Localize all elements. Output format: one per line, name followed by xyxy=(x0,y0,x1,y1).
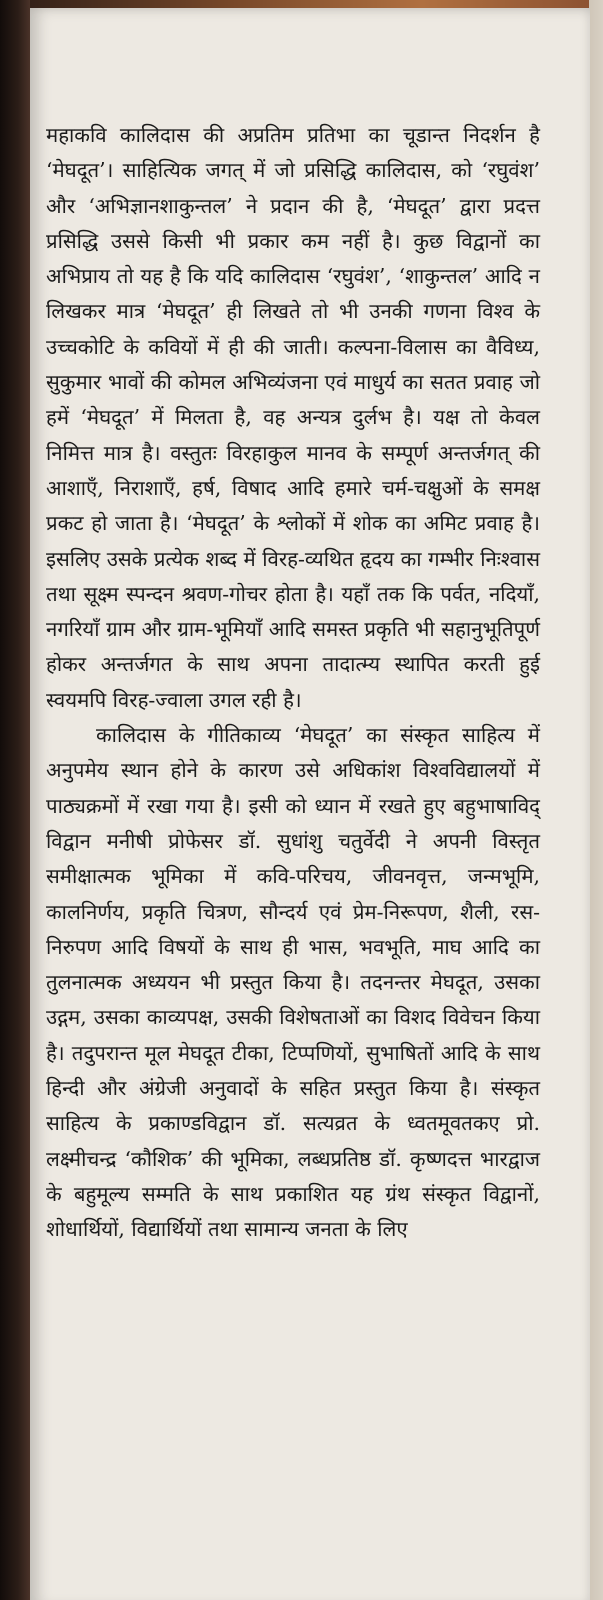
blurb-text xyxy=(46,118,540,1248)
book-binding-shadow xyxy=(0,0,30,1600)
paragraph-2: कालिदास के गीतिकाव्य ‘मेघदूत’ का संस्कृत साहित्य में अनुपमेय स्थान होने के कारण उसे अधिकांश विश्वविद्यालयों में पाठ्यक्रमों में रखा गया है। इसी को ध्यान में रखते हुए बहुभाषाविद् विद्वान मनीषी प्रोफेसर डॉ. सुधांशु चतुर्वेदी ने अपनी विस्तृत समीक्षात्मक भूमिका में कवि-परिचय, जीवनवृत्त, जन्मभूमि, कालनिर्णय, प्रकृति चित्रण, सौन्दर्य एवं प्रेम-निरूपण, शैली, रस-निरुपण आदि विषयों के साथ ही भास, भवभूति, माघ आदि का तुलनात्मक अध्ययन भी प्रस्तुत किया है। तदनन्तर मेघदूत, उसका उद्गम, उसका काव्यपक्ष, उसकी विशेषताओं का विशद विवेचन किया है। तदुपरान्त मूल मेघदूत टीका, टिप्पणियों, सुभाषितों आदि के साथ हिन्दी और अंग्रेजी अनुवादों के सहित प्रस्तुत किया है। संस्कृत साहित्य के प्रकाण्डविद्वान डॉ. सत्यव्रत के ध्वतमूवतकए प्रो. लक्ष्मीचन्द्र ‘कौशिक’ की भूमिका, लब्धप्रतिष्ठ डॉ. कृष्णदत्त भारद्वाज के बहुमूल्य सम्मति के साथ प्रकाशित यह ग्रंथ संस्कृत विद्वानों, शोधार्थियों, विद्यार्थियों तथा सामान्य जनता के लिए xyxy=(46,723,540,1242)
background-right-edge xyxy=(589,0,603,1600)
paragraph-1: महाकवि कालिदास की अप्रतिम प्रतिभा का चूडान्त निदर्शन है ‘मेघदूत’। साहित्यिक जगत् में जो प्रसिद्धि कालिदास, को ‘रघुवंश’ और ‘अभिज्ञानशाकुन्तल’ ने प्रदान की है, ‘मेघदूत’ द्वारा प्रदत्त प्रसिद्धि उससे किसी भी प्रकार कम नहीं है। कुछ विद्वानों का अभिप्राय तो यह है कि यदि कालिदास ‘रघुवंश’, ‘शाकुन्तल’ आदि न लिखकर मात्र ‘मेघदूत’ ही लिखते तो भी उनकी गणना विश्व के उच्चकोटि के कवियों में ही की जाती। कल्पना-विलास का वैविध्य, सुकुमार भावों की कोमल अभिव्यंजना एवं माधुर्य का सतत प्रवाह जो हमें ‘मेघदूत’ में मिलता है, वह अन्यत्र दुर्लभ है। यक्ष तो केवल निमित्त मात्र है। वस्तुतः विरहाकुल मानव के सम्पूर्ण अन्तर्जगत् की आशाएँ, निराशाएँ, हर्ष, विषाद आदि हमारे चर्म-चक्षुओं के समक्ष प्रकट हो जाता है। ‘मेघदूत’ के श्लोकों में शोक का अमिट प्रवाह है। इसलिए उसके प्रत्येक शब्द में विरह-व्यथित हृदय का गम्भीर निःश्वास तथा सूक्ष्म स्पन्दन श्रवण-गोचर होता है। यहाँ तक कि पर्वत, नदियाँ, नगरियाँ ग्राम और ग्राम-भूमियाँ आदि समस्त प्रकृति भी सहानुभूतिपूर्ण होकर अन्तर्जगत के साथ अपना तादात्म्य स्थापित करती हुई स्वयमपि विरह-ज्वाला उगल रही है। xyxy=(46,123,540,712)
